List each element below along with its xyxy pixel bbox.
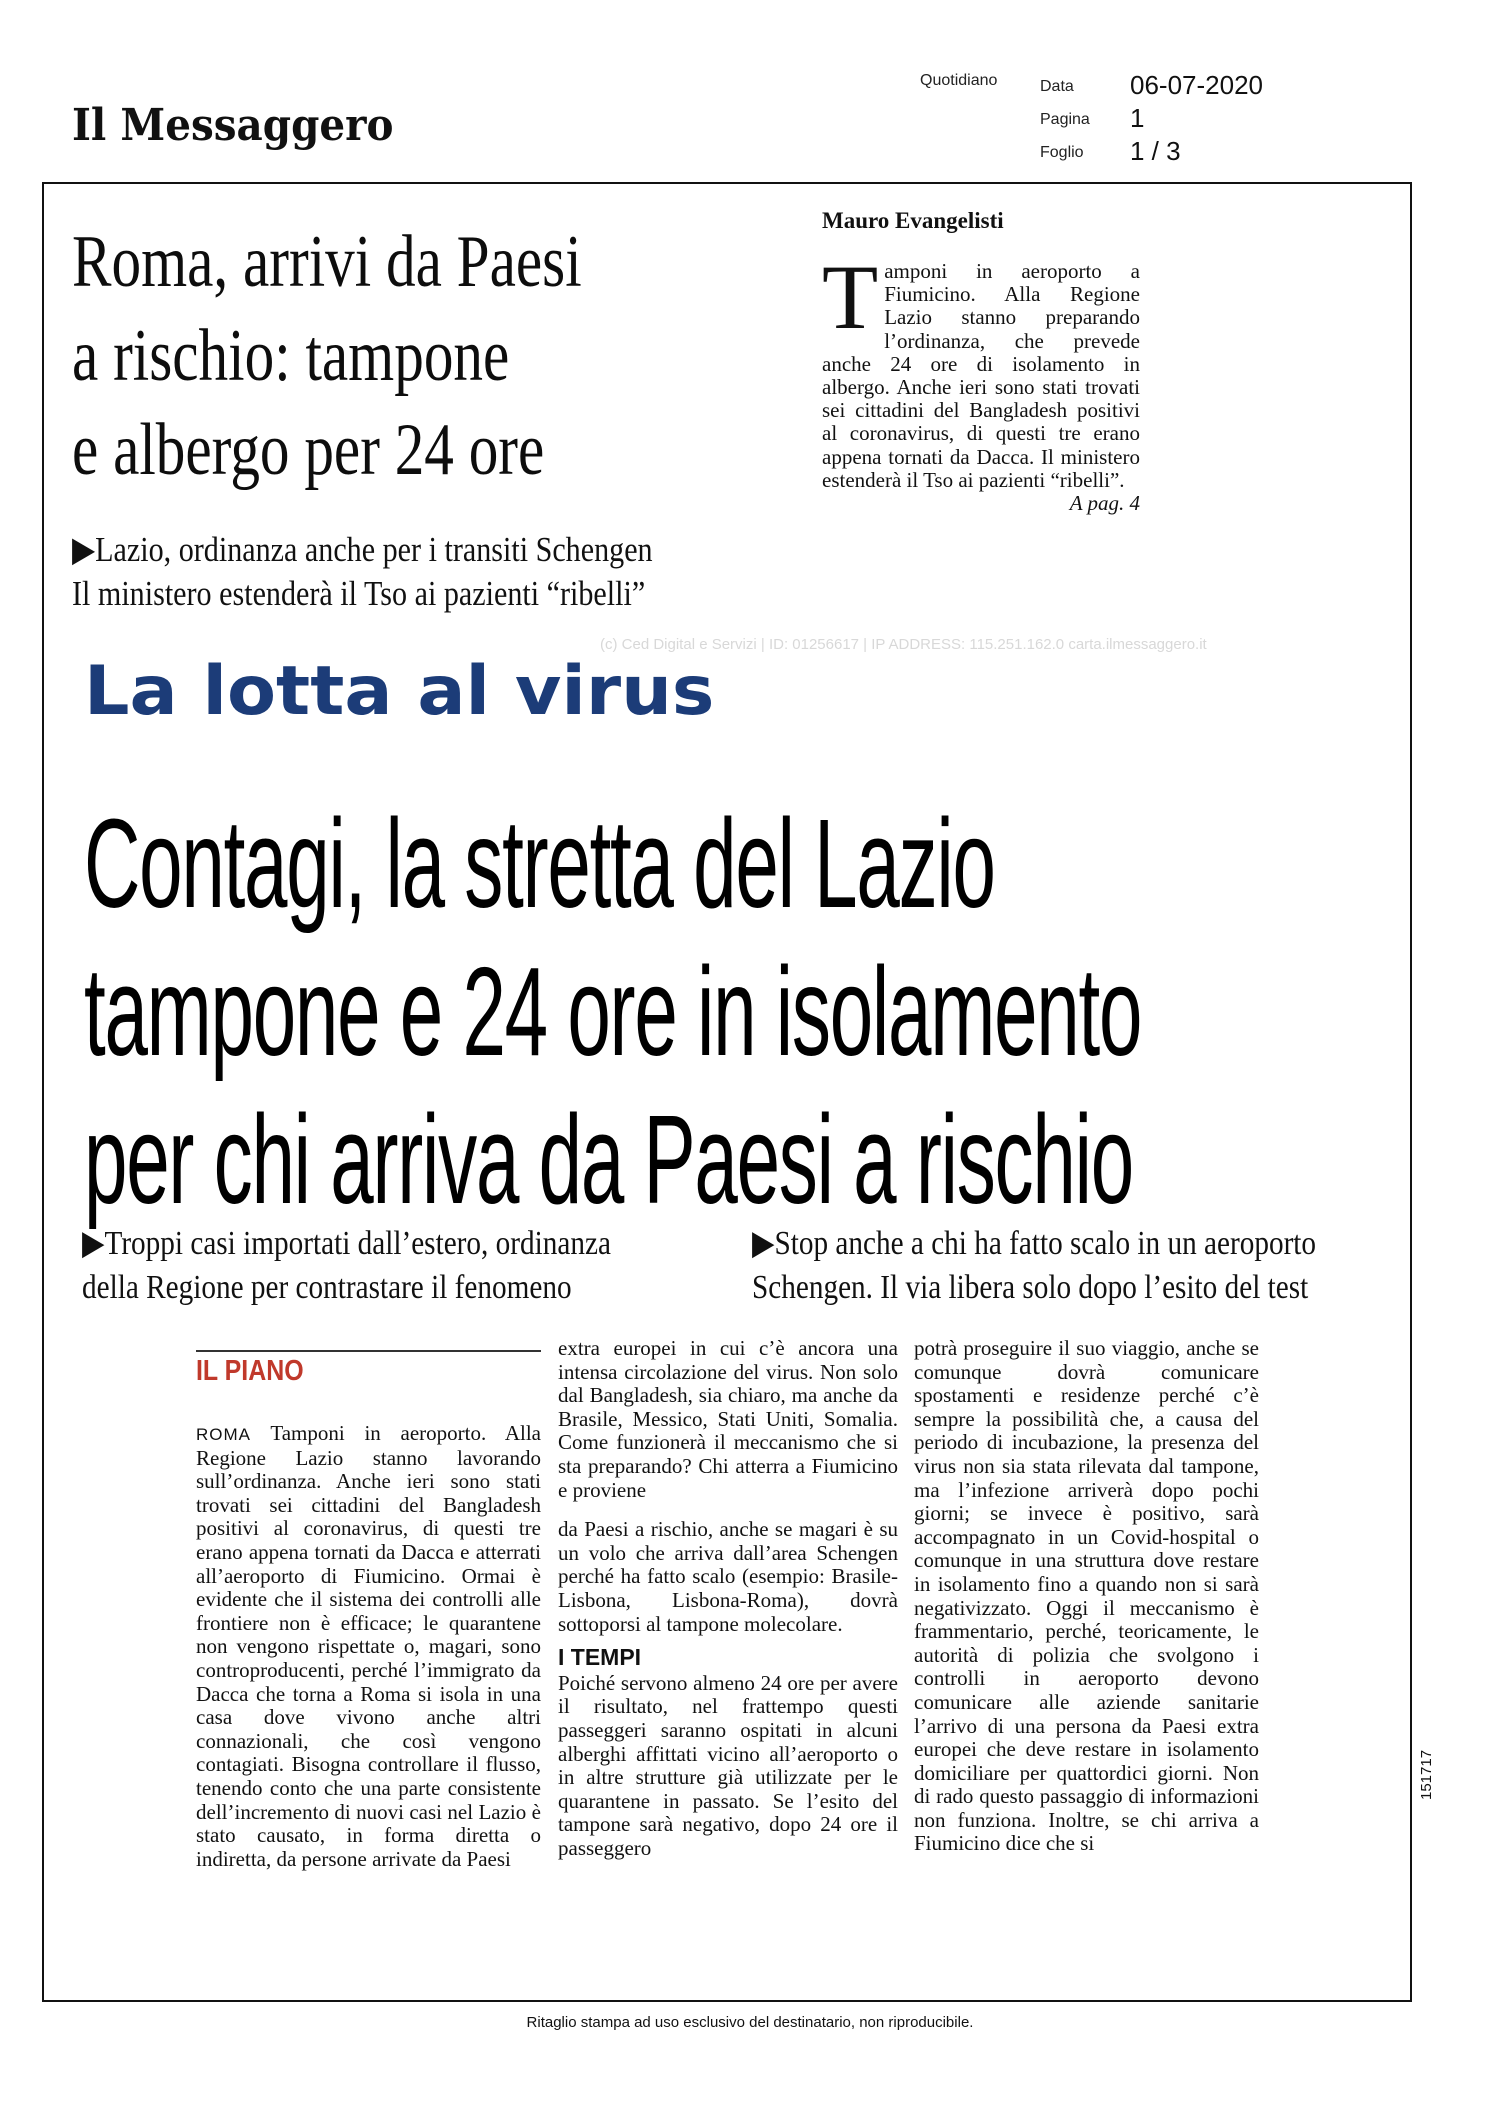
top-subheadline (72, 528, 653, 616)
subheadline-line: Schengen. Il via libera solo dopo l’esito del test (752, 1269, 1309, 1306)
footer-disclaimer: Ritaglio stampa ad uso esclusivo del destinatario, non riproducibile. (526, 2014, 974, 2031)
section-kicker: La lotta al virus (84, 652, 715, 731)
article-column-1 (196, 1422, 541, 1871)
column-text: extra europei in cui c’è ancora una intensa circolazione del virus. Non solo dal Bangladesh, sia chiaro, ma anche da Brasile, Messico, Stati Uniti, Somalia. Come funzionerà il meccanismo che si sta preparando? Chi atterra a Fiumicino e proviene (558, 1336, 898, 1502)
main-headline (84, 790, 1141, 1234)
top-subheadline-line: Il ministero estenderà il Tso ai pazienti “ribelli” (72, 574, 646, 613)
subheadline-line: ▶Troppi casi importati dall’estero, ordinanza (82, 1225, 611, 1262)
section-label: IL PIANO (196, 1355, 304, 1387)
page-value: 1 (1130, 103, 1145, 133)
column-text: potrà proseguire il suo viaggio, anche se comunque dovrà comunicare spostamenti e residenze perché c’è sempre la possibilità che, a causa del periodo di incubazione, la presenza del virus non sia stata rilevata dal tampone, ma l’infezione arriverà dopo pochi giorni; se invece è positivo, sarà accompagnato in un Covid-hospital o comunque in una struttura dove restare in isolamento fino a quando non si sarà negativizzato. Oggi il meccanismo è frammentario, perché, teoricamente, le autorità di polizia che svolgono i controlli in aeroporto devono comunicare alle aziende sanitarie l’arrivo di una persona da Paesi extra europei che deve restare in isolamento domiciliare per quattordici giorni. Non di rado questo passaggio di informazioni non funziona. Inoltre, se chi arriva a Fiumicino dice che si (914, 1336, 1259, 1856)
dateline: ROMA (196, 1425, 251, 1444)
article-column-2 (558, 1337, 898, 1860)
column-text: Poiché servono almeno 24 ore per avere il risultato, nel frattempo questi passeggeri saranno ospitati in alcuni alberghi affittati vicino all’aeroporto o in altre strutture già utilizzate per le quarantene in passato. Se l’esito del tampone sarà negativo, dopo 24 ore il passeggero (558, 1670, 898, 1860)
main-headline-line: tampone e 24 ore in isolamento (84, 941, 1142, 1082)
publication-type: Quotidiano (920, 72, 998, 89)
subheadline-line: della Regione per contrastare il fenomeno (82, 1269, 572, 1306)
section-rule (196, 1350, 541, 1352)
newspaper-logo: Il Messaggero (72, 100, 394, 151)
main-headline-line: Contagi, la stretta del Lazio (84, 793, 995, 934)
subsection-label: I TEMPI (558, 1644, 642, 1671)
page-label: Pagina (1040, 111, 1090, 128)
side-code: 151717 (1418, 1749, 1435, 1800)
top-headline-line: a rischio: tampone (72, 315, 510, 397)
top-headline-line: e albergo per 24 ore (72, 409, 545, 491)
top-subheadline-line: ▶Lazio, ordinanza anche per i transiti Schengen (72, 530, 653, 569)
top-headline-line: Roma, arrivi da Paesi (72, 221, 582, 303)
top-headline (72, 215, 582, 497)
column-text: da Paesi a rischio, anche se magari è su un volo che arriva dall’area Schengen perché ha fatto scalo (esempio: Brasile-Lisbona, Lisbona-Roma), dovrà sottoporsi al tampone molecolare. (558, 1517, 898, 1636)
date-label: Data (1040, 78, 1074, 95)
subheadline-left (82, 1222, 611, 1310)
lead-paragraph (822, 246, 1140, 516)
column-text: Tamponi in aeroporto. Alla Regione Lazio stanno lavorando sull’ordinanza. Anche ieri sono stati trovati sei cittadini del Bangladesh positivi al coronavirus, di questi tre erano appena tornati da Dacca e atterrati all’aeroporto di Fiumicino. Ormai è evidente che il sistema dei controlli alle frontiere non è efficace; le quarantene non vengono rispettate o, magari, sono controproducenti, perché l’immigrato da Dacca che torna a Roma si isola in una casa dove vivono anche altri connazionali, che così vengono contagiati. Bisogna controllare il flusso, tenendo conto che una parte consistente dell’incremento di nuovi casi nel Lazio è stato causato, in forma diretta o indiretta, da persone arrivate da Paesi (196, 1421, 541, 1871)
main-headline-line: per chi arriva da Paesi a rischio (84, 1089, 1133, 1230)
sheet-label: Foglio (1040, 144, 1084, 161)
watermark: (c) Ced Digital e Servizi | ID: 01256617 | IP ADDRESS: 115.251.162.0 carta.ilmessaggero.it (600, 636, 1207, 653)
lead-text: amponi in aeroporto a Fiumicino. Alla Regione Lazio stanno preparando l’ordinanza, che prevede anche 24 ore di isolamento in albergo. Anche ieri sono stati trovati sei cittadini del Bangladesh positivi al coronavirus, di questi tre erano appena tornati da Dacca. Il ministero estenderà il Tso ai pazienti “ribelli”. (822, 259, 1140, 492)
subheadline-right (752, 1222, 1316, 1310)
subheadline-line: ▶Stop anche a chi ha fatto scalo in un aeroporto (752, 1225, 1317, 1262)
dropcap: T (822, 246, 879, 348)
article-column-3 (914, 1337, 1259, 1856)
sheet-value: 1 / 3 (1130, 136, 1181, 166)
date-value: 06-07-2020 (1130, 70, 1263, 100)
page-reference: A pag. 4 (1069, 491, 1140, 516)
byline: Mauro Evangelisti (822, 208, 1004, 233)
